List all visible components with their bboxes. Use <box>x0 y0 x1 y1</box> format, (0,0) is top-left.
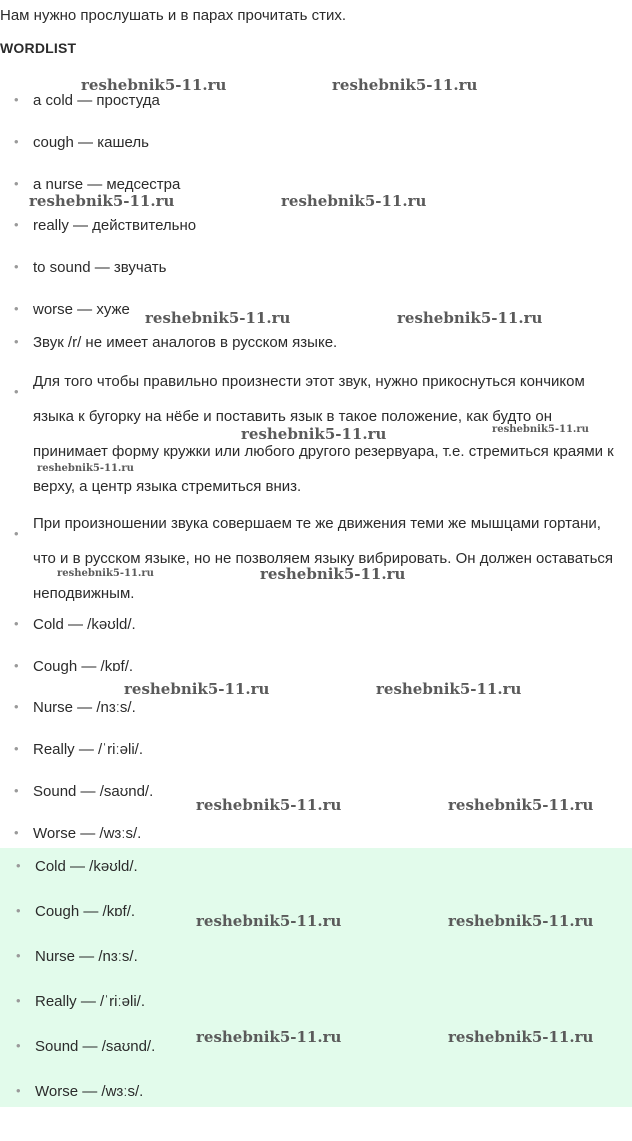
list-item <box>16 1083 624 1101</box>
bullet-icon: • <box>16 1083 21 1098</box>
list-item <box>14 92 624 110</box>
intro-text: Нам нужно прослушать и в парах прочитать стих. <box>0 7 347 24</box>
watermark: reshebnik5-11.ru <box>260 565 406 583</box>
watermark: reshebnik5-11.ru <box>196 912 342 930</box>
list-item <box>14 334 624 352</box>
watermark: reshebnik5-11.ru <box>29 192 175 210</box>
list-item <box>16 993 624 1011</box>
list-item <box>14 699 624 717</box>
list-item <box>14 658 624 676</box>
watermark: reshebnik5-11.ru <box>281 192 427 210</box>
bullet-icon: • <box>14 384 19 399</box>
list-item <box>16 858 624 876</box>
watermark: reshebnik5-11.ru <box>397 309 543 327</box>
bullet-icon: • <box>14 526 19 541</box>
watermark: reshebnik5-11.ru <box>448 796 594 814</box>
bullet-icon: • <box>14 825 19 840</box>
list-item-text: Nurse — /nɜːs/. <box>33 699 136 716</box>
list-item-text: Для того чтобы правильно произнести этот звук, нужно прикоснуться кончиком языка к бугорку на нёбе и поставить язык в такое положение, как будто он принимает форму кружки или любого другого резервуара, т.е. стремиться краями к верху, а центр языка стремиться вниз. <box>33 373 614 495</box>
list-item-text: Worse — /wɜːs/. <box>33 825 142 842</box>
list-item-text: to sound — звучать <box>33 259 167 276</box>
list-item-text: Cold — /kəʊld/. <box>35 858 138 875</box>
list-item <box>14 825 624 843</box>
watermark: reshebnik5-11.ru <box>332 76 478 94</box>
list-item <box>16 948 624 966</box>
list-item <box>14 217 624 235</box>
bullet-icon: • <box>14 334 19 349</box>
list-item-text: Really — /ˈriːəli/. <box>35 993 146 1010</box>
list-item-text: worse — хуже <box>33 301 130 318</box>
list-item <box>14 259 624 277</box>
list-item <box>14 506 624 611</box>
list-item-text: a cold — простуда <box>33 92 160 109</box>
bullet-icon: • <box>16 948 21 963</box>
bullet-icon: • <box>14 259 19 274</box>
bullet-icon: • <box>16 1038 21 1053</box>
watermark: reshebnik5-11.ru <box>241 425 387 443</box>
bullet-icon: • <box>14 176 19 191</box>
list-item-text: Nurse — /nɜːs/. <box>35 948 138 965</box>
watermark: reshebnik5-11.ru <box>196 1028 342 1046</box>
list-item-text: Sound — /saʊnd/. <box>35 1038 156 1055</box>
bullet-icon: • <box>14 699 19 714</box>
list-item-text: Cough — /kɒf/. <box>35 903 136 920</box>
list-item-text: Cold — /kəʊld/. <box>33 616 136 633</box>
list-item-text: a nurse — медсестра <box>33 176 181 193</box>
list-item-text: Worse — /wɜːs/. <box>35 1083 144 1100</box>
wordlist-heading: WORDLIST <box>0 40 77 56</box>
bullet-icon: • <box>16 993 21 1008</box>
watermark: reshebnik5-11.ru <box>145 309 291 327</box>
watermark: reshebnik5-11.ru <box>57 568 154 579</box>
list-item <box>14 134 624 152</box>
bullet-icon: • <box>14 616 19 631</box>
watermark: reshebnik5-11.ru <box>37 463 134 474</box>
list-item-text: Cough — /kɒf/. <box>33 658 134 675</box>
watermark: reshebnik5-11.ru <box>492 424 589 435</box>
watermark: reshebnik5-11.ru <box>81 76 227 94</box>
list-item-text: При произношении звука совершаем те же движения теми же мышцами гортани, что и в русском языке, но не позволяем языку вибрировать. Он должен оставаться неподвижным. <box>33 515 614 602</box>
bullet-icon: • <box>16 903 21 918</box>
bullet-icon: • <box>14 658 19 673</box>
list-item <box>14 741 624 759</box>
bullet-icon: • <box>14 783 19 798</box>
list-item <box>14 616 624 634</box>
highlight-block <box>0 848 632 1107</box>
list-item-text: Sound — /saʊnd/. <box>33 783 154 800</box>
bullet-icon: • <box>14 134 19 149</box>
bullet-icon: • <box>14 217 19 232</box>
list-item-text: Звук /r/ не имеет аналогов в русском языке. <box>33 334 338 351</box>
watermark: reshebnik5-11.ru <box>448 912 594 930</box>
bullet-icon: • <box>14 92 19 107</box>
watermark: reshebnik5-11.ru <box>376 680 522 698</box>
list-item-text: really — действительно <box>33 217 197 234</box>
bullet-icon: • <box>14 741 19 756</box>
bullet-icon: • <box>16 858 21 873</box>
watermark: reshebnik5-11.ru <box>196 796 342 814</box>
list-item-text: cough — кашель <box>33 134 149 151</box>
bullet-icon: • <box>14 301 19 316</box>
watermark: reshebnik5-11.ru <box>448 1028 594 1046</box>
list-item-text: Really — /ˈriːəli/. <box>33 741 144 758</box>
watermark: reshebnik5-11.ru <box>124 680 270 698</box>
